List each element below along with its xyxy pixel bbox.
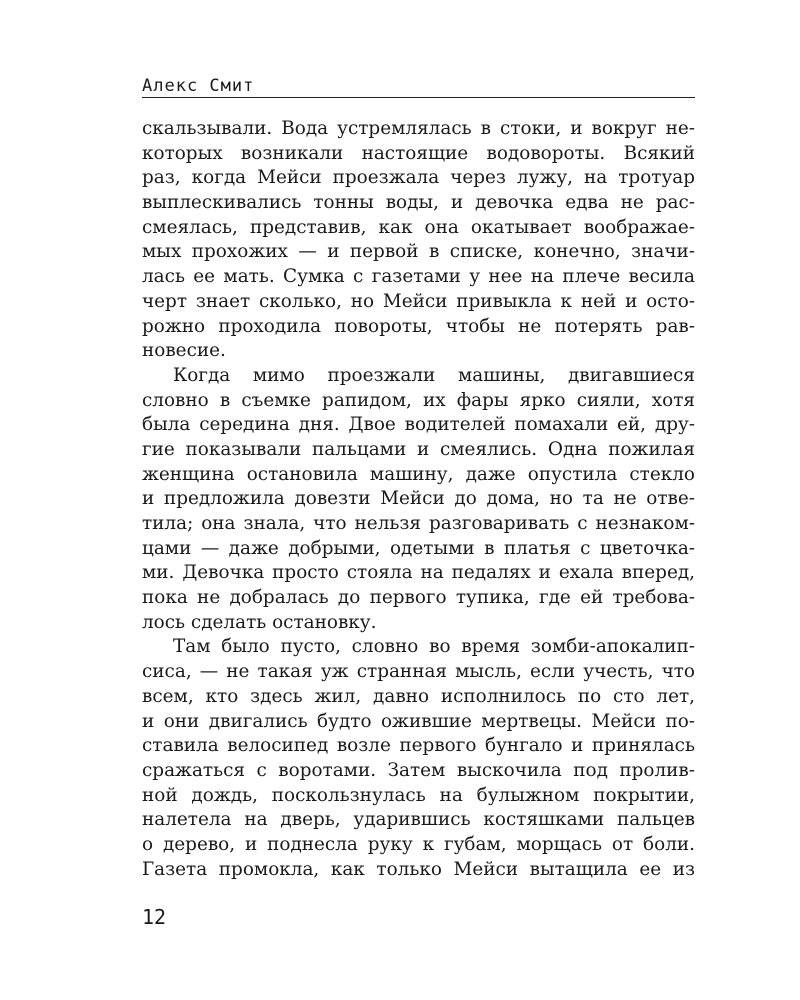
text-line: Там было пусто, словно во время зомби-апокалип- <box>173 636 695 658</box>
text-line: гие показывали пальцами и смеялись. Одна пожилая <box>142 438 695 460</box>
text-line: словно в съемке рапидом, их фары ярко сияли, хотя <box>142 389 695 411</box>
text-line: лась ее мать. Сумка с газетами у нее на плече весила <box>142 266 695 288</box>
page-number: 12 <box>142 905 167 929</box>
text-line: лось сделать остановку. <box>142 611 377 633</box>
text-line: смеялась, представив, как она окатывает воображае- <box>142 216 695 238</box>
text-line: и они двигались будто ожившие мертвецы. Мейси по- <box>142 710 695 732</box>
text-line: пока не добралась до первого тупика, где ей требова- <box>142 587 695 609</box>
text-line: ной дождь, поскользнулась на булыжном покрытии, <box>142 784 695 806</box>
text-line: мых прохожих — и первой в списке, конечно, значи- <box>142 241 695 263</box>
body-text <box>142 117 695 882</box>
text-line: рожно проходила повороты, чтобы не потерять рав- <box>142 315 695 337</box>
running-head <box>142 74 695 98</box>
text-line: черт знает сколько, но Мейси привыкла к ней и осто- <box>142 290 695 312</box>
text-line: сиса, — не такая уж странная мысль, если учесть, что <box>142 661 695 683</box>
text-line: новесие. <box>142 340 226 362</box>
text-line: которых возникали настоящие водовороты. Всякий <box>142 142 695 164</box>
text-line: выплескивались тонны воды, и девочка едва не рас- <box>142 192 695 214</box>
author-name: Алекс Смит <box>142 76 255 96</box>
text-line: раз, когда Мейси проезжала через лужу, на тротуар <box>142 167 695 189</box>
text-line: и предложила довезти Мейси до дома, но та не отве- <box>142 488 695 510</box>
text-line: Когда мимо проезжали машины, двигавшиеся <box>173 364 695 386</box>
text-line: Газета промокла, как только Мейси вытащила ее из <box>142 858 695 880</box>
text-line: о дерево, и поднесла руку к губам, морщась от боли. <box>142 833 695 855</box>
text-line: тила; она знала, что нельзя разговаривать с незнаком- <box>142 513 695 534</box>
text-line: сражаться с воротами. Затем выскочила под пролив- <box>142 759 695 781</box>
text-line: ставила велосипед возле первого бунгало и принялась <box>142 735 695 757</box>
text-line: скальзывали. Вода устремлялась в стоки, и вокруг не- <box>142 118 695 139</box>
text-line: была середина дня. Двое водителей помахали ей, дру- <box>142 414 695 436</box>
text-line: налетела на дверь, ударившись костяшками пальцев <box>142 809 695 831</box>
text-line: всем, кто здесь жил, давно исполнилось по сто лет, <box>142 685 695 707</box>
text-line: женщина остановила машину, даже опустила стекло <box>142 463 695 485</box>
text-line: ми. Девочка просто стояла на педалях и ехала вперед, <box>142 562 695 584</box>
text-line: цами — даже добрыми, одетыми в платья с цветочка- <box>142 537 695 559</box>
